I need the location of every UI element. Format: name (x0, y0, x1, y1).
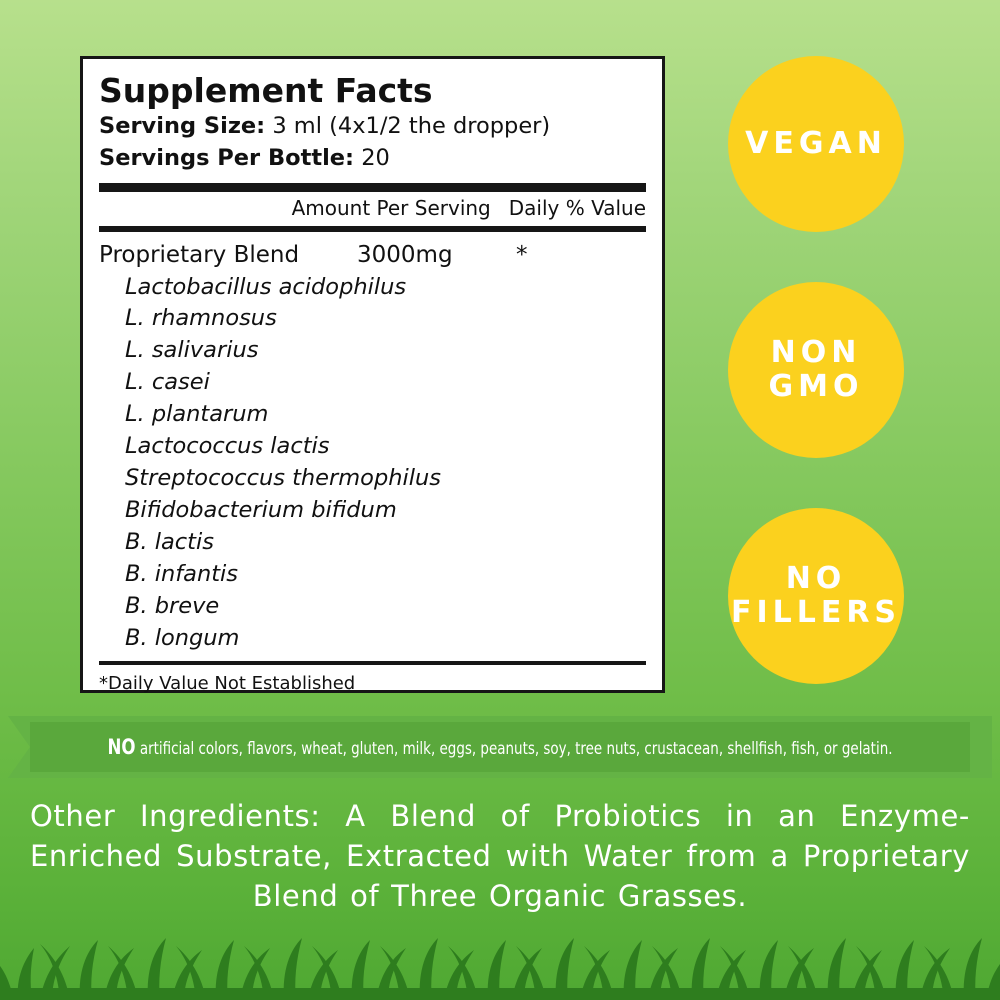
proprietary-blend-row (99, 232, 646, 270)
column-header-amount: Amount Per Serving (291, 195, 491, 220)
ingredient-list (99, 272, 646, 655)
list-item: B. lactis (125, 529, 214, 555)
serving-size-value: 3 ml (4x1/2 the dropper) (272, 112, 551, 139)
badge-non-gmo-line1: NON (770, 335, 862, 371)
banner-body: artificial colors, flavors, wheat, gluten, milk, eggs, peanuts, soy, tree nuts, crustacean, shellfish, fish, or gelatin. (135, 739, 893, 759)
proprietary-blend-amount: 3000mg (357, 241, 453, 268)
list-item: Bifidobacterium bifidum (125, 497, 397, 524)
divider-thick-top (99, 183, 646, 192)
list-item: B. longum (125, 624, 240, 651)
serving-size-row (99, 111, 646, 143)
free-from-banner (0, 716, 1000, 778)
servings-per-bottle-row (99, 143, 646, 175)
column-header-daily-value: Daily % Value (508, 195, 646, 220)
list-item: L. salivarius (125, 337, 259, 364)
servings-per-bottle-value: 20 (361, 144, 390, 171)
daily-value-footnote: *Daily Value Not Established (99, 672, 356, 694)
servings-per-bottle-label: Servings Per Bottle: (99, 144, 355, 171)
badge-no-fillers-line1: NO (785, 561, 847, 597)
proprietary-blend-name: Proprietary Blend (99, 241, 300, 268)
panel-title: Supplement Facts (99, 71, 433, 110)
list-item: L. plantarum (125, 401, 269, 428)
column-headers (99, 192, 646, 223)
badge-no-fillers (728, 508, 904, 684)
list-item: B. infantis (125, 560, 239, 587)
serving-size-label: Serving Size: (99, 112, 266, 139)
badge-non-gmo (728, 282, 904, 458)
proprietary-blend-daily-value: * (516, 241, 528, 268)
list-item: Streptococcus thermophilus (125, 465, 441, 492)
list-item: L. casei (125, 369, 210, 396)
banner-emphasis: NO (107, 735, 136, 759)
other-ingredients-text: Other Ingredients: A Blend of Probiotics in an Enzyme-Enriched Substrate, Extracted with Water from a Proprietary Blend of Three Organic Grasses. (30, 799, 970, 914)
banner-inner (30, 722, 970, 772)
list-item: B. breve (125, 592, 220, 619)
list-item: Lactobacillus acidophilus (125, 273, 407, 300)
badge-vegan (728, 56, 904, 232)
badge-no-fillers-line2: FILLERS (730, 595, 902, 630)
banner-text (108, 735, 893, 759)
list-item: Lactococcus lactis (125, 433, 330, 460)
list-item: L. rhamnosus (125, 305, 277, 332)
grass-decoration (0, 914, 1000, 1000)
badge-non-gmo-line2: GMO (768, 369, 864, 404)
supplement-facts-panel (80, 56, 665, 693)
badge-vegan-line1: VEGAN (745, 126, 887, 162)
